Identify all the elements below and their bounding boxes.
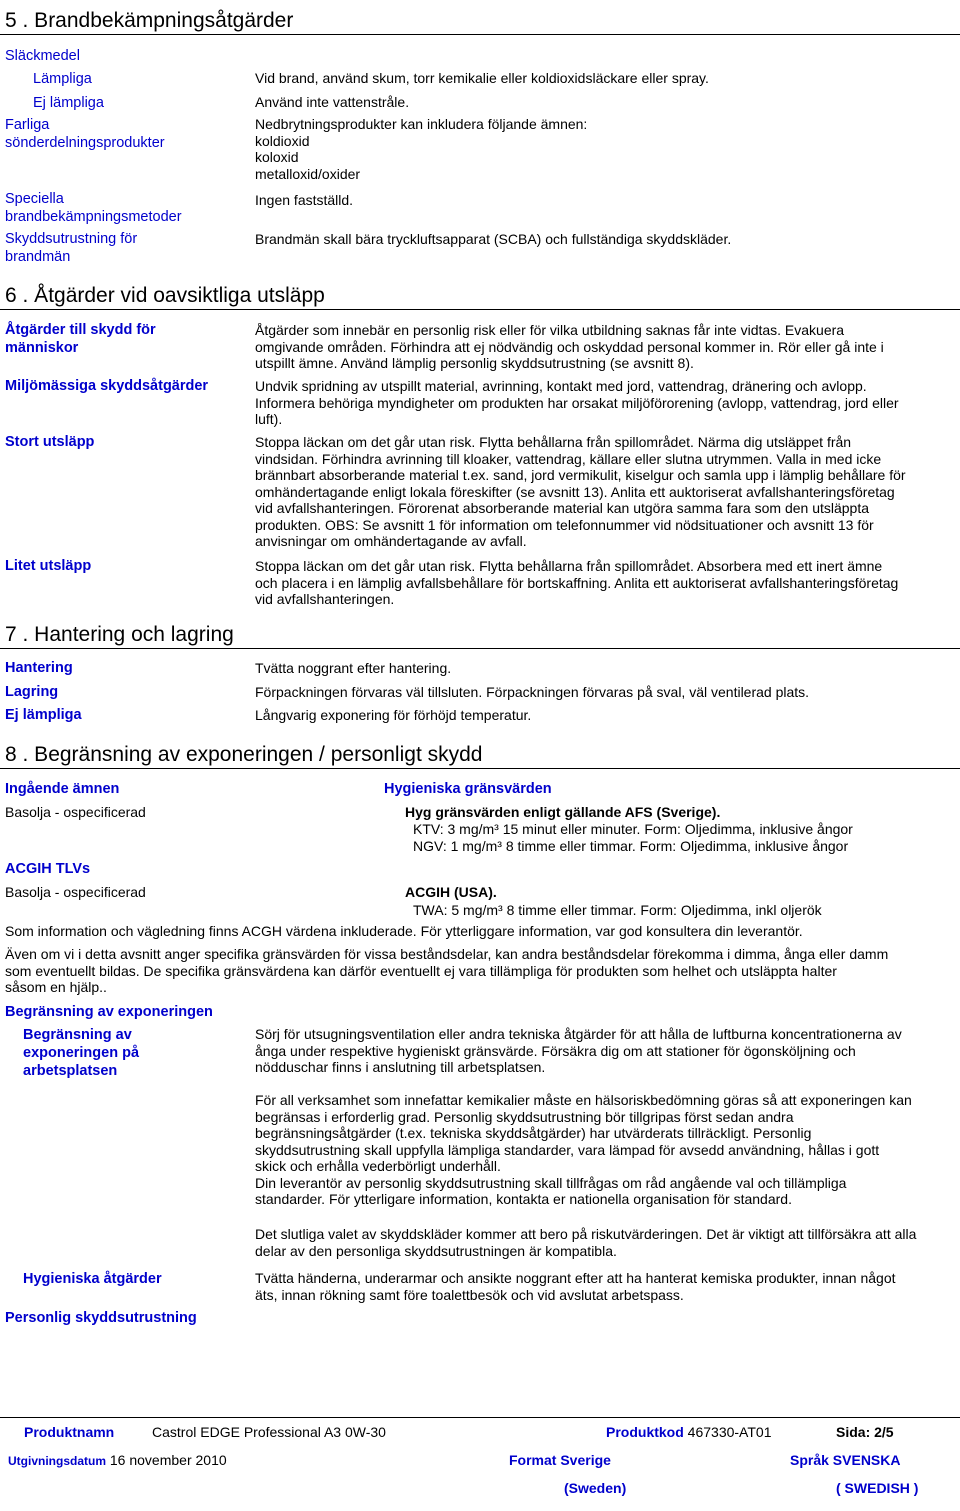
text-line: Det slutliga valet av skyddskläder kommer att bero på riskutvärderingen. Det är viktigt att tillförsäkra att alla	[255, 1226, 917, 1242]
text-line: och placera i en lämplig avfallsbehållare för bortskaffning. Anlita ett auktoriserat avfallshanteringsföretag	[255, 574, 899, 591]
section-5-rule	[0, 34, 960, 35]
section-7-title: 7 . Hantering och lagring	[5, 623, 234, 646]
text-line: Stoppa läckan om det går utan risk. Flytta behållarna från spillområdet. Absorbera med ett inert ämne	[255, 558, 883, 574]
twa-line: TWA: 5 mg/m³ 8 timme eller timmar. Form: Oljedimma, inkl oljerök	[413, 902, 822, 918]
text-line: ånga under respektive hygieniskt gränsvärde. Försäkra dig om att stationer för ögonsköljning och	[255, 1042, 856, 1059]
text-line: begränsas i erforderlig grad. Personlig skyddsutrustning bör tillgripas först sedan andra	[255, 1108, 794, 1125]
lampliga-text: Vid brand, använd skum, torr kemikalie eller koldioxidsläckare eller spray.	[255, 70, 709, 86]
text-line: Informera behöriga myndigheter om produkten har orsakat miljöförorening (avlopp, vattendrag, jord eller	[255, 394, 899, 411]
farliga-label	[5, 116, 165, 152]
hygieniska-label: Hygieniska gränsvärden	[384, 781, 552, 797]
text-line: Tvätta händerna, underarmar och ansikte noggrant efter att ha hanterat kemiska produkter, innan något	[255, 1270, 896, 1286]
manniskor-label-line: människor	[5, 340, 79, 356]
footer-sprak-label: Språk SVENSKA	[790, 1452, 901, 1468]
text-line: anvisningar om omhändertagande av avfall.	[255, 533, 527, 549]
text-line: metalloxid/oxider	[255, 165, 361, 182]
section-5-title: 5 . Brandbekämpningsåtgärder	[5, 9, 294, 32]
hyg-title: Hyg gränsvärden enligt gällande AFS (Sverige).	[405, 804, 721, 820]
text-line: delar av den personliga skyddsutrustningen är kompatibla.	[255, 1242, 617, 1259]
text-line: utspillt ämne. Använd lämplig personlig skyddsutrustning (se avsnitt 8).	[255, 355, 694, 371]
section-6-rule	[0, 309, 960, 310]
acgih-label: ACGIH TLVs	[5, 861, 91, 877]
slackmedel-label: Släckmedel	[5, 48, 80, 64]
lagring-text: Förpackningen förvaras väl tillsluten. Förpackningen förvaras på sval, väl ventilerad plats.	[255, 684, 810, 700]
text-line: koloxid	[255, 149, 299, 165]
speciella-label-line: brandbekämpningsmetoder	[5, 209, 182, 225]
acgih-title: ACGIH (USA).	[405, 884, 497, 900]
text-line: Nedbrytningsprodukter kan inkludera följande ämnen:	[255, 116, 588, 132]
valet-text	[255, 1226, 916, 1259]
hantering-label: Hantering	[5, 660, 73, 676]
manniskor-label	[5, 321, 156, 357]
footer-format-value: (Sweden)	[564, 1480, 627, 1496]
text-line: begränsningsåtgärder (t.ex. tekniska skyddsåtgärder) har utvärderats tillräckligt. Personlig	[255, 1125, 812, 1141]
stort-label: Stort utsläpp	[5, 434, 95, 450]
text-line: Sörj för utsugningsventilation eller andra tekniska åtgärder för att hålla de luftburna koncentrationerna av	[255, 1026, 902, 1042]
personlig-skydd-label: Personlig skyddsutrustning	[5, 1310, 197, 1326]
utgivningsdatum-value: 16 november 2010	[109, 1452, 227, 1468]
text-line: standarder. För ytterligare information, kontakta er nationella organisation för standard.	[255, 1191, 792, 1207]
text-line: vindsidan. Förhindra avrinning till kloaker, vattendrag, källare eller slutna utrymmen. Valla in med icke	[255, 450, 882, 467]
text-line: Undvik spridning av utspillt material, avrinning, kontakt med jord, vattendrag, dränering och avlopp.	[255, 378, 867, 394]
ngv-line: NGV: 1 mg/m³ 8 timme eller timmar. Form: Oljedimma, inklusive ångor	[413, 838, 849, 854]
section-7-rule	[0, 648, 960, 649]
text-line: vid avfallshanteringen. Förorenat absorberande material kan utgöra samma fara som den utsläppta	[255, 500, 870, 516]
ejlampliga-label: Ej lämpliga	[33, 95, 104, 111]
skydd-text: Brandmän skall bära tryckluftsapparat (SCBA) och fullständiga skyddskläder.	[255, 231, 732, 247]
basolja-1: Basolja - ospecificerad	[5, 804, 146, 820]
footer-format-label: Format Sverige	[509, 1452, 611, 1468]
footer-produktkod	[606, 1423, 771, 1441]
info-line: Som information och vägledning finns ACGH värdena inkluderade. För ytterliggare information, var god konsultera din leverantör.	[5, 923, 803, 939]
text-line: omgivande områden. Förhindra att ej nödvändig och oskyddad personal kommer in. Rör eller gå inte i	[255, 338, 884, 355]
speciella-label	[5, 190, 182, 226]
text-line: skyddsutrustning skall uppfylla lämpliga standarder, vara lämpad för avsedd användning, hållas i gott	[255, 1141, 880, 1158]
section-8-title: 8 . Begränsning av exponeringen / personligt skydd	[5, 743, 483, 766]
text-line: som eventuellt bildas. De specifika gränsvärdena kan därför eventuellt ej vara tillämpliga för produkten som helhet och utsläppta halter	[5, 962, 837, 979]
litet-label: Litet utsläpp	[5, 558, 92, 574]
text-line: produkten. OBS: Se avsnitt 1 för information om telefonnummer vid nödsituationer och avsnitt 13 för	[255, 516, 874, 533]
hantering-text: Tvätta noggrant efter hantering.	[255, 660, 452, 676]
arbetsplatsen-label	[23, 1026, 139, 1080]
text-line: brännbart absorberande material t.ex. sand, jord vermikulit, kiselgur och samla upp i lämplig behållare för	[255, 467, 906, 483]
text-line: skick och erhålla vederbörligt underhåll.	[255, 1158, 501, 1174]
arbetsplatsen-label-line: arbetsplatsen	[23, 1063, 118, 1079]
manniskor-text	[255, 322, 884, 372]
miljo-label: Miljömässiga skyddsåtgärder	[5, 378, 209, 394]
produktnamn-label: Produktnamn	[24, 1424, 115, 1440]
text-line: För all verksamhet som innefattar kemikalier måste en hälsoriskbedömning göras så att exponeringen kan	[255, 1092, 912, 1108]
footer-produktnamn	[24, 1423, 386, 1441]
text-line: nödduschar finns i anslutning till arbetsplatsen.	[255, 1059, 546, 1075]
text-line: luft).	[255, 411, 283, 427]
text-line: koldioxid	[255, 132, 310, 149]
text-line: vid avfallshanteringen.	[255, 591, 395, 607]
section-8-rule	[0, 768, 960, 769]
lampliga-label: Lämpliga	[33, 71, 92, 87]
footer-sprak-value: ( SWEDISH )	[836, 1480, 919, 1496]
lagring-label: Lagring	[5, 684, 59, 700]
speciella-label-line: Speciella	[5, 191, 64, 207]
footer-sida: Sida: 2/5	[836, 1424, 894, 1440]
text-line: såsom en hjälp..	[5, 979, 107, 995]
farliga-label-line: sönderdelningsprodukter	[5, 135, 165, 151]
miljo-text	[255, 378, 899, 428]
skydd-label-line: brandmän	[5, 249, 71, 265]
farliga-label-line: Farliga	[5, 117, 50, 133]
ej-lampliga-7-text: Långvarig exponering för förhöjd temperatur.	[255, 707, 532, 723]
section-6-title: 6 . Åtgärder vid oavsiktliga utsläpp	[5, 284, 325, 307]
litet-text	[255, 558, 898, 608]
footer-rule	[0, 1417, 960, 1418]
begransning-label: Begränsning av exponeringen	[5, 1004, 213, 1020]
produktkod-label: Produktkod	[606, 1424, 684, 1440]
ingaende-label: Ingående ämnen	[5, 781, 120, 797]
aven-text	[5, 946, 888, 996]
skydd-label-line: Skyddsutrustning för	[5, 231, 138, 247]
ejlampliga-text: Använd inte vattenstråle.	[255, 94, 410, 110]
arbetsplatsen-text	[255, 1026, 902, 1076]
risk-text	[255, 1092, 912, 1208]
text-line: Stoppa läckan om det går utan risk. Flytta behållarna från spillområdet. Närma dig utsläppet från	[255, 434, 852, 450]
basolja-2: Basolja - ospecificerad	[5, 884, 146, 900]
speciella-text: Ingen fastställd.	[255, 192, 354, 208]
arbetsplatsen-label-line: exponeringen på	[23, 1045, 140, 1061]
ej-lampliga-7-label: Ej lämpliga	[5, 707, 82, 723]
skydd-label	[5, 230, 137, 266]
stort-text	[255, 434, 906, 550]
text-line: äts, innan rökning samt före toalettbesök och vid avslutat arbetspass.	[255, 1286, 684, 1303]
ktv-line: KTV: 3 mg/m³ 15 minut eller minuter. Form: Oljedimma, inklusive ångor	[413, 821, 853, 837]
produktkod-value: 467330-AT01	[687, 1424, 772, 1440]
utgivningsdatum-label: Utgivningsdatum	[8, 1454, 106, 1468]
manniskor-label-line: Åtgärder till skydd för	[5, 322, 156, 338]
hygieniska-atgarder-label: Hygieniska åtgärder	[23, 1271, 162, 1287]
text-line: omhändertagande enligt lokala föreskifter (se avsnitt 13). Anlita ett auktoriserat avfallshanteringsföretag	[255, 483, 895, 500]
produktnamn-value: Castrol EDGE Professional A3 0W-30	[152, 1424, 386, 1440]
hygieniska-atgarder-text	[255, 1270, 896, 1303]
farliga-text	[255, 116, 587, 182]
footer-utgivning	[8, 1451, 227, 1470]
text-line: Även om vi i detta avsnitt anger specifika gränsvärden för vissa beståndsdelar, kan andra beståndsdelar förekomma i dimma, ånga eller damm	[5, 946, 889, 962]
text-line: Åtgärder som innebär en personlig risk eller för vilka utbildning saknas får inte vidtas. Evakuera	[255, 322, 845, 338]
text-line: Din leverantör av personlig skyddsutrustning skall tillfrågas om råd angående val och tillämpliga	[255, 1174, 847, 1191]
arbetsplatsen-label-line: Begränsning av	[23, 1027, 132, 1043]
